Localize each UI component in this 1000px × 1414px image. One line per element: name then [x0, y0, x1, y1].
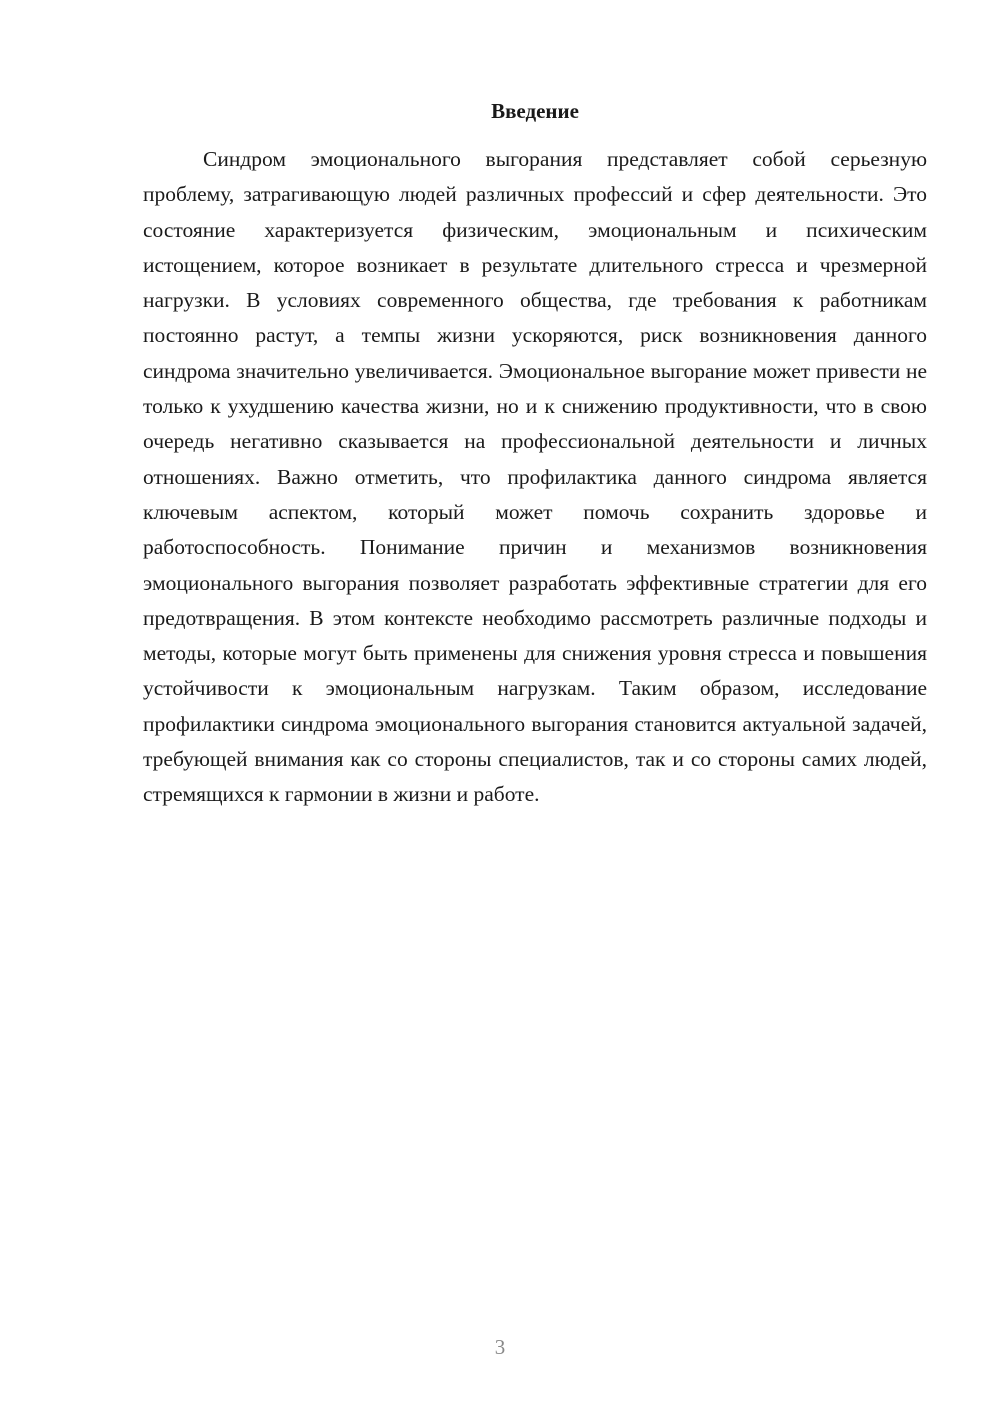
section-heading: Введение	[491, 99, 579, 123]
page-number: 3	[494, 1335, 506, 1359]
body-paragraph: Синдром эмоционального выгорания представляет собой серьезную проблему, затрагивающую людей различных профессий и сфер деятельности. Это состояние характеризуется физическим, эмоциональным и психическим истощением, которое возникает в результате длительного стресса и чрезмерной нагрузки. В условиях современного общества, где требования к работникам постоянно растут, а темпы жизни ускоряются, риск возникновения данного синдрома значительно увеличивается. Эмоциональное выгорание может привести не только к ухудшению качества жизни, но и к снижению продуктивности, что в свою очередь негативно сказывается на профессиональной деятельности и личных отношениях. Важно отметить, что профилактика данного синдрома является ключевым аспектом, который может помочь сохранить здоровье и работоспособность. Понимание причин и механизмов возникновения эмоционального выгорания позволяет разработать эффективные стратегии для его предотвращения. В этом контексте необходимо рассмотреть различные подходы и методы, которые могут быть применены для снижения уровня стресса и повышения устойчивости к эмоциональным нагрузкам. Таким образом, исследование профилактики синдрома эмоционального выгорания становится актуальной задачей, требующей внимания как со стороны специалистов, так и со стороны самих людей, стремящихся к гармонии в жизни и работе.	[143, 147, 927, 807]
